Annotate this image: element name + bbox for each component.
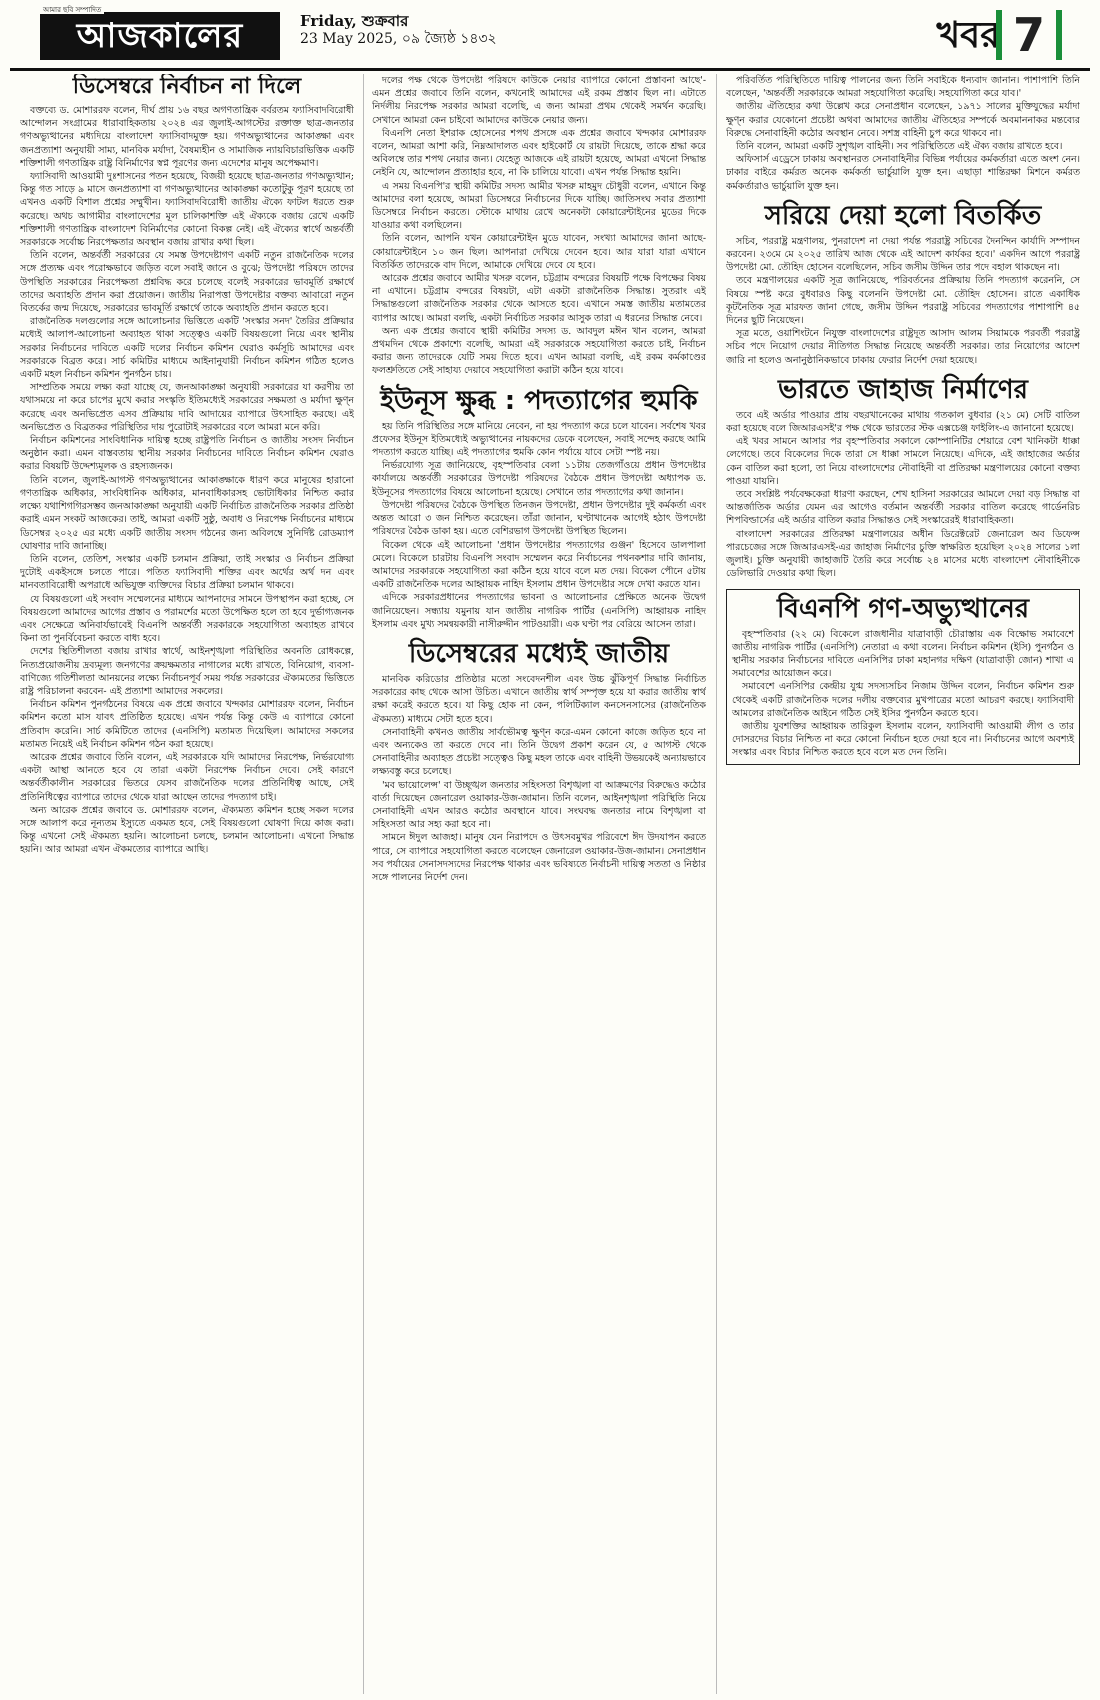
paragraph: 'মব ভায়োলেন্স' বা উচ্ছৃঙ্খল জনতার সহিংসতা বিশৃঙ্খলা বা আক্রমণের বিরুদ্ধেও কঠোর বার্তা দিয়েছেন জেনারেল ওয়াকার-উজ-জামান। তিনি বলেন, আইনশৃঙ্খলা পরিস্থিতি নিয়ে সেনাবাহিনী এখন আরও কঠোর অবস্থানে যাবে। সংঘবদ্ধ জনতার নামে বিশৃঙ্খলা বা সহিংসতা আর সহ্য করা হবে না। (372, 779, 706, 831)
paragraph: তিনি বলেন, আপনি যখন কোয়ারেন্টাইন মুডে যাবেন, সংখ্যা আমাদের জানা আছে- কোয়ারেন্টাইনে ১০ জন ছিল। আপনারা দেখিয়ে দেবেন হবে। আর যারা যারা এখানে বিতর্কিত তাদেরকে বাদ দিলে, আমাকে দেখিয়ে দেবে যে হবে। (372, 233, 706, 271)
paragraph: তিনি বলেন, অন্তর্বর্তী সরকারের যে সমস্ত উপদেষ্টাগণ একটি নতুন রাজনৈতিক দলের সঙ্গে প্রত্যক্ষ এবং পরোক্ষভাবে জড়িত বলে সবাই জানে ও বুঝে; উপদেষ্টা পরিষদে তাদের উপস্থিতি সরকারের নিরপেক্ষতা প্রশ্নবিদ্ধ করে চলেছে বলেই সরকারের ভাবমূর্তি রক্ষার্থে তাদের অব্যাহতি প্রদান করা প্রয়োজন। জাতীয় নিরাপত্তা উপদেষ্টার বক্তব্য আবারো নতুন বিতর্কের জন্ম দিয়েছে, সরকারের ভাবমূর্তি রক্ষার্থে তাকে অব্যাহতি প্রদান করতে হবে। (20, 250, 354, 315)
page-number: 7 (996, 10, 1062, 60)
masthead (10, 6, 1090, 71)
article-headline[interactable]: ইউনূস ক্ষুব্ধ : পদত্যাগের হুমকি (380, 385, 698, 416)
column-1 (20, 74, 354, 1694)
paragraph: হয় তিনি পরিস্থিতির সঙ্গে মানিয়ে নেবেন, না হয় পদত্যাগ করে চলে যাবেন। সর্বশেষ খবর প্রফেসর ইউনূস ইতিমধ্যেই অভ্যুত্থানের নায়কদের ডেকে বলেছেন, সবাই সন্দেহ করছে আমি পদত্যাগ করতে যাচ্ছি। এই পদত্যাগের হুমকি কোন পর্যায়ে যাবে সেটা স্পষ্ট নয়। (372, 420, 706, 459)
paragraph: দেশের স্থিতিশীলতা বজায় রাখার স্বার্থে, আইনশৃঙ্খলা পরিস্থিতির অবনতি রোধকল্পে, নিত্যপ্রয়োজনীয় দ্রব্যমূল্য জনগণের ক্রয়ক্ষমতার নাগালের মধ্যে রাখতে, বিনিয়োগ, ব্যবসা-বাণিজ্যে গতিশীলতা আনয়নের লক্ষ্যে নির্বাচনপূর্ব সময় পর্যন্ত সরকারের ঐক্যমতের ভিত্তিতে রাষ্ট্র পরিচালনা করবেন- এই প্রত্যাশা আমাদের সকলের। (20, 646, 354, 697)
paragraph: দলের পক্ষ থেকে উপদেষ্টা পরিষদে কাউকে নেয়ার ব্যাপারে কোনো প্রস্তাবনা আছে'- এমন প্রশ্নের জবাবে তিনি বলেন, কখনোই আমাদের এই রকম প্রস্তাব ছিল না। এটাতে নির্দলীয় নিরপেক্ষ সরকার আমরা বলেছি, এ জন্য আমরা প্রথম থেকেই সমর্থন করেছি। সেখানে আমরা কেন চাইবো আমাদের কাউকে নেয়ার জন্য। (372, 75, 706, 126)
paragraph: বক্তব্যে ড. মোশাররফ বলেন, দীর্ঘ প্রায় ১৬ বছর অগণতান্ত্রিক বর্বরতম ফ্যাসিবাদবিরোধী আন্দোলন সংগ্রামের ধারাবাহিকতায় ২০২৪ এর জুলাই-আগস্টের রক্তাক্ত ছাত্র-জনতার গণঅভ্যুত্থানের মধ্যদিয়ে বাংলাদেশ ফ্যাসিবাদমুক্ত হয়। গণঅভ্যুত্থানের আকাঙ্ক্ষা এবং জনপ্রত্যাশা অনুযায়ী সাম্য, মানবিক মর্যাদা, বৈষম্যহীন ও সামাজিক ন্যায়বিচারভিত্তিক একটি শক্তিশালী গণতান্ত্রিক রাষ্ট্র বিনির্মাণের স্বপ্ন পূরণের জন্য এদেশের মানুষ অপেক্ষমাণ। (20, 105, 354, 169)
paragraph: তিনি বলেন, আমরা একটি সুশৃঙ্খল বাহিনী। সব পরিস্থিতিতে এই ঐক্য বজায় রাখতে হবে। (736, 141, 1063, 153)
paragraph: সামনে ঈদুল আজহা। মানুষ যেন নিরাপদে ও উৎসবমুখর পরিবেশে ঈদ উদযাপন করতে পারে, সে ব্যাপারে সহযোগিতা করতে বলেছেন জেনারেল ওয়াকার-উজ-জামান। সেনাপ্রধান সব পর্যায়ের সেনাসদস্যদের নিরপেক্ষ থাকার এবং ভবিষ্যতে নির্বাচনী দায়িত্ব সততা ও নিষ্ঠার সঙ্গে পালনের নির্দেশ দেন। (372, 832, 706, 883)
article-headline[interactable]: ডিসেম্বরের মধ্যেই জাতীয় (408, 638, 670, 669)
article-national-december (372, 639, 706, 884)
paragraph: বিকেল থেকে এই আলোচনা 'প্রধান উপদেষ্টার পদত্যাগের গুঞ্জন' হিসেবে ডালপালা মেলে। বিকেলে চারটায় বিএনপি সংবাদ সম্মেলন করে নির্বাচনের পথনকশার দাবি জানায়, আমাদের সরকারকে সহযোগিতা করা কঠিন হয়ে যাবে বলে মত দেয়। বিকেল পৌনে ৫টায় একটি রাজনৈতিক দলের আহ্বায়ক নাহিদ ইসলাম প্রধান উপদেষ্টার সঙ্গে দেখা করতে যান। (372, 539, 706, 591)
paragraph: জাতীয় ঐতিহ্যের কথা উল্লেখ করে সেনাপ্রধান বলেছেন, ১৯৭১ সালের মুক্তিযুদ্ধের মর্যাদা ক্ষুণ্ন করার যেকোনো প্রচেষ্টা অথবা আমাদের জাতীয় ঐতিহ্যের সম্পর্কে অবমাননাকর মন্তব্যের বিরুদ্ধে সেনাবাহিনী কঠোর অবস্থান নেবে। সশস্ত্র বাহিনী চুপ করে থাকবে না। (726, 101, 1080, 139)
issue-date (300, 12, 497, 48)
paragraph: অফিসার্স এড্রেসে ঢাকায় অবস্থানরত সেনাবাহিনীর বিভিন্ন পর্যায়ের কর্মকর্তারা এতে অংশ নেন। ঢাকার বাইরে কর্মরত অনেক কর্মকর্তা ভার্চুয়ালি যুক্ত হন। এছাড়া শান্তিরক্ষা মিশনে কর্মরত কর্মকর্তারাও ভার্চুয়ালি যুক্ত হন। (726, 154, 1080, 192)
logo-tagline: আমার ছবি সম্পাদিত (40, 6, 104, 14)
paragraph: তবে এই অর্ডার পাওয়ার প্রায় বছরখানেকের মাথায় গতকাল বুধবার (২১ মে) সেটি বাতিল করা হয়েছে বলে জিআরএসই'র পক্ষ থেকে ভারতের স্টক এক্সচেঞ্জ ফাইলিং-এ জানানো হয়েছে। (726, 409, 1080, 435)
paragraph: তিনি বলেন, তেতিশ, সংস্কার একটি চলমান প্রক্রিয়া, তাই সংস্কার ও নির্বাচন প্রক্রিয়া দুটোই একইসঙ্গে চলতে পারে। পতিত ফ্যাসিবাদী শক্তির এবং অর্থের অর্থ দন এবং মানবতাবিরোধী অপরাধে অভিযুক্ত ব্যক্তিদের বিচার প্রক্রিয়া চলমান থাকবে। (20, 553, 354, 592)
paragraph: নির্বাচন কমিশনের সাংবিধানিক দায়িত্ব হচ্ছে রাষ্ট্রপতি নির্বাচন ও জাতীয় সংসদ নির্বাচন অনুষ্ঠান করা। এমন বাস্তবতায় স্থানীয় সরকার নির্বাচনের দাবিতে নির্বাচন কমিশন ঘেরাও করার বিষয়টি উদ্দেশ্যমূলক ও রহস্যজনক। (20, 435, 354, 473)
column-3 (726, 74, 1080, 1694)
paragraph: যে বিষয়গুলো এই সংবাদ সম্মেলনের মাধ্যমে আপনাদের সামনে উপস্থাপন করা হচ্ছে, সে বিষয়গুলো আমাদের আগের প্রস্তাব ও পরামর্শের মতো উপেক্ষিত হলে তা হবে দুর্ভাগ্যজনক এবং সেক্ষেত্রে অনিবার্যভাবেই বিএনপি অন্তর্বর্তী সরকারকে সহযোগিতা অব্যাহত রাখবে কিনা তা পুনর্বিবেচনা করতে বাধ্য হবে। (20, 593, 354, 645)
article-headline[interactable]: ডিসেম্বরে নির্বাচন না দিলে (72, 74, 302, 99)
paragraph: আরেক প্রশ্নের জবাবে তিনি বলেন, এই সরকারকে যদি আমাদের নিরপেক্ষ, নির্ভরযোগ্য একটা আস্থা আনতে হবে যে তারা একটা নিরপেক্ষ নির্বাচন দেবে। সেই কারণে অন্তর্বর্তীকালীন সরকারের ভিতরে যেসব রাজনৈতিক দলের প্রতিনিধিত্ব আছে, সেই প্রতিনিধিত্বের ব্যাপারে তাদের থেকে যারা আছেন তাদের পদত্যাগ চাই। (20, 751, 354, 803)
article-foreign-secretary (726, 201, 1080, 367)
paragraph: পরিবর্তিত পরিস্থিতিতে দায়িত্ব পালনের জন্য তিনি সবাইকে ধন্যবাদ জানান। পাশাপাশি তিনি বলেছেন, 'অন্তর্বর্তী সরকারকে আমরা সহযোগিতা করেছি। সহযোগিতা করে যাব।' (726, 75, 1080, 100)
paragraph: নির্ভরযোগ্য সূত্র জানিয়েছে, বৃহস্পতিবার বেলা ১১টায় তেজগাঁওয়ে প্রধান উপদেষ্টার কার্যালয়ে অন্তর্বর্তী সরকারের উপদেষ্টা পরিষদের বৈঠকে প্রধান উপদেষ্টা অধ্যাপক ড. ইউনূসের পদত্যাগের বিষয়ে আলোচনা হয়েছে। সেখানে তার পদত্যাগের কথা জানান। (372, 460, 706, 498)
paragraph: এ সময় বিএনপি'র স্থায়ী কমিটির সদস্য আমীর খসরু মাহমুদ চৌধুরী বলেন, এখানে কিন্তু আমাদের বলা হয়েছে, আমরা ডিসেম্বরে নির্বাচনের দিকে যাচ্ছি। জাতিসংঘ সবার প্রত্যাশা ডিসেম্বরে নির্বাচন করতে। স্টোকে মাথায় রেখে অনেকটা কোয়ারেন্টাইনের মুডের দিকে যাওয়ার কথা বলছিলেন। (372, 180, 706, 232)
paragraph: ফ্যাসিবাদী আওয়ামী দুঃশাসনের পতন হয়েছে, বিজয়ী হয়েছে ছাত্র-জনতার গণঅভ্যুত্থান; কিন্তু গত সাড়ে ৯ মাসে জনপ্রত্যাশা বা গণঅভ্যুত্থানের আকাঙ্ক্ষা কতোটুকু পূরণ হয়েছে তা এখনও একটি বিশাল প্রশ্নের সম্মুখীন। ফ্যাসিবাদবিরোধী জাতীয় ঐক্যে ফাটল ধরতে শুরু করেছে। অথচ আগামীর বাংলাদেশের মূল চালিকাশক্তি এই ঐক্যকে বজায় রেখে একটি শক্তিশালী গণতান্ত্রিক বাংলাদেশ বিনির্মাণের কোনো বিকল্প নেই। এই ঐক্যের স্বার্থে অন্তর্বর্তী সরকারকে সর্বোচ্চ নিরপেক্ষতার অবস্থান বজায় রাখার কথা ছিল। (20, 171, 354, 249)
column-2 (372, 74, 706, 1694)
article-headline[interactable]: সরিয়ে দেয়া হলো বিতর্কিত (764, 200, 1042, 231)
paragraph: বাংলাদেশ সরকারের প্রতিরক্ষা মন্ত্রণালয়ের অধীন ডিরেক্টরেট জেনারেল অব ডিফেন্স পারচেজের সঙ্গে জিআরএসই-এর জাহাজ নির্মাণের চুক্তি স্বাক্ষরিত হয়েছিল ২০২৪ সালের ১লা জুলাই। চুক্তি অনুযায়ী জাহাজটি তৈরি করে সর্বোচ্চ ২৪ মাসের মধ্যে বাংলাদেশ নৌবাহিনীকে ডেলিভারি দেওয়ার কথা ছিল। (726, 528, 1080, 580)
paragraph: সূত্র মতে, ওয়াশিংটনে নিযুক্ত বাংলাদেশের রাষ্ট্রদূত আসাদ আলম সিয়ামকে পরবর্তী পররাষ্ট্র সচিব পদে নিয়োগ দেয়ার নীতিগত সিদ্ধান্ত নিয়েছে অন্তর্বর্তী সরকার। তার নিয়োগের আদেশ জারি না হলেও অনানুষ্ঠানিকভাবে ঢাকায় ফেরার নির্দেশ দেয়া হয়েছে। (726, 328, 1080, 366)
article-continuation (372, 74, 706, 378)
article-headline[interactable]: বিএনপি গণ-অভ্যুত্থানের (776, 593, 1030, 624)
article-india-ship (726, 375, 1080, 581)
column-divider (363, 74, 364, 1694)
paragraph: সাম্প্রতিক সময়ে লক্ষ্য করা যাচ্ছে যে, জনআকাঙ্ক্ষা অনুযায়ী সরকারের যা করণীয় তা যথাসময়ে না করে চাপের মুখে করার সংস্কৃতি ইতিমধ্যেই সরকারের সক্ষমতা ও মর্যাদা ক্ষুণ্ন করেছে এবং অনভিপ্রেত এসব প্রক্রিয়ায় দাবি আদায়ের ব্যাপারে উৎসাহিত করছে। এই অনভিপ্রেত ও বিব্রতকর পরিস্থিতির দায় পুরোটাই সরকারের বলে আমরা মনে করি। (20, 382, 354, 433)
article-continuation (726, 74, 1080, 193)
paragraph: তবে সংশ্লিষ্ট পর্যবেক্ষকেরা ধারণা করছেন, শেখ হাসিনা সরকারের আমলে দেয়া বড় সিদ্ধান্ত বা আন্তর্জাতিক অর্ডার যেমন এর আগেও বর্তমান অন্তর্বর্তী সরকার বাতিল করেছে গার্ডেনরিচ শিপবিল্ডার্সের এই অর্ডার বাতিল করার সিদ্ধান্তও সেই সংস্কারেরই ধারাবাহিকতা। (726, 489, 1080, 527)
paragraph: এই খবর সামনে আসার পর বৃহস্পতিবার সকালে কোম্পানিটির শেয়ারে বেশ খানিকটা ধাক্কা লেগেছে। তবে বিকেলের দিকে তারা সে ধাক্কা সামলে নিয়েছে। এদিকে, এই জাহাজের অর্ডার কেন বাতিল করা হলো, তা নিয়ে বাংলাদেশের নৌবাহিনী বা প্রতিরক্ষা মন্ত্রণালয়ের কোনো বক্তব্য পাওয়া যায়নি। (726, 436, 1080, 487)
paragraph: বিএনপি নেতা ইশরাক হোসেনের শপথ প্রসঙ্গে এক প্রশ্নের জবাবে খন্দকার মোশাররফ বলেন, আমরা আশা করি, নিম্নআদালত এবং হাইকোর্ট যে রায়টা দিয়েছে, তাকে শ্রদ্ধা করে অবিলম্বে তার শপথ নেয়ার জন্য। যেহেতু আজকে এই রায়টা হয়েছে, আমরা এখনো সিদ্ধান্ত নেইনি যে, আন্দোলন প্রত্যাহার হবে, না কি চালিয়ে যাবো। এখন পর্যন্ত সিদ্ধান্ত হয়নি। (372, 127, 706, 179)
paragraph: এদিকে সরকারপ্রধানের পদত্যাগের ভাবনা ও আলোচনার প্রেক্ষিতে অনেক উদ্বেগ জানিয়েছেন। সন্ধ্যায় যমুনায় যান জাতীয় নাগরিক পার্টির (এনসিপি) আহ্বায়ক নাহিদ ইসলাম এবং মুখ্য সমন্বয়কারী নাসীরুদ্দীন পাটওয়ারী। এক ঘণ্টা পর বেরিয়ে আসেন তারা। (372, 592, 706, 630)
paragraph: আরেক প্রশ্নের জবাবে আমীর খসরু বলেন, চট্টগ্রাম বন্দরের বিষয়টি পক্ষে বিপক্ষের বিষয় না এখানে। চট্টগ্রাম বন্দরের বিষয়টা, এটা একটা রাজনৈতিক সিদ্ধান্ত। সুতরাং এই সিদ্ধান্তগুলো রাজনৈতিক সরকার থেকে আসতে হবে। এখানে সমস্ত জাতীয় মতামতের ব্যাপার আছে। আমরা বলছি, একটা নির্বাচিত সরকার আসুক তারা এ ধরনের সিদ্ধান্ত নেবে। (372, 273, 706, 324)
newspaper-logo[interactable] (40, 6, 280, 60)
article-headline[interactable]: ভারতে জাহাজ নির্মাণের (778, 374, 1028, 405)
paragraph: রাজনৈতিক দলগুলোর সঙ্গে আলোচনার ভিত্তিতে একটি 'সংস্কার সনদ' তৈরির প্রক্রিয়ার মধ্যেই আলাপ-আলোচনা অব্যাহত থাকা সত্ত্বেও একটি বিষয়গুলো নিয়ে এবং স্থানীয় সরকার নির্বাচনের দাবিতে একটি দলের নির্বাচন কমিশন ঘেরাও কর্মসূচি আমাদের এবং সরকারকে বিব্রত করে। সার্চ কমিটির মাধ্যমে আইনানুযায়ী নির্বাচন কমিশন গঠিত হলেও একটি মহল নির্বাচন কমিশন পুনর্গঠন চায়। (20, 316, 354, 381)
paragraph: নির্বাচন কমিশন পুনর্গঠনের বিষয়ে এক প্রশ্নে জবাবে খন্দকার মোশাররফ বলেন, নির্বাচন কমিশন কতো মাস যাবৎ প্রতিষ্ঠিত হয়েছে। এখন পর্যন্ত কিন্তু কেউ এ ব্যাপারে কোনো প্রতিবাদ করেনি। সার্চ কমিটিতে তাদের (এনসিপি) মতামত দিয়েছিল। আমাদের সকলের মতামত নিয়েই এই নির্বাচন কমিশন গঠন করা হয়েছে। (20, 699, 354, 750)
paragraph: সমাবেশে এনসিপির কেন্দ্রীয় যুগ্ম সদস্যসচিব নিজাম উদ্দিন বলেন, নির্বাচন কমিশন শুরু থেকেই একটি রাজনৈতিক দলের দলীয় বক্তব্যের মুখপাত্রের মতো আচরণ করছে। ফ্যাসিবাদী আমলের রাজনৈতিক আইনে গঠিত সেই ইসির পুনর্গঠন করতে হবে। (732, 681, 1074, 719)
paragraph: জাতীয় যুবশক্তির আহ্বায়ক তারিকুল ইসলাম বলেন, ফ্যাসিবাদী আওয়ামী লীগ ও তার দোসরদের বিচার নিশ্চিত না করে কোনো নির্বাচন হতে দেয়া হবে না। নির্বাচনের আগে অবশ্যই সংস্কার এবং বিচার নিশ্চিত করতে হবে বলে মত দেন তিনি। (732, 720, 1074, 759)
paragraph: বৃহস্পতিবার (২২ মে) বিকেলে রাজধানীর যাত্রাবাড়ী চৌরাস্তায় এক বিক্ষোভ সমাবেশে জাতীয় নাগরিক পার্টির (এনসিপি) নেতারা এ কথা বলেন। নির্বাচন কমিশন (ইসি) পুনর্গঠন ও স্থানীয় সরকার নির্বাচনের দাবিতে এনসিপির ঢাকা মহানগর দক্ষিণ (যাত্রাবাড়ী জোন) শাখা এ সমাবেশের আয়োজন করে। (732, 628, 1074, 680)
paragraph: অন্য এক প্রশ্নের জবাবে স্থায়ী কমিটির সদস্য ড. আবদুল মঈন খান বলেন, আমরা প্রথমদিন থেকে প্রকাশ্যে বলেছি, আমরা এই সরকারকে সহযোগিতা করতে চাই, নির্বাচন করার জন্য তাদেরকে যেটি সময় দিতে হবে। এখন আমরা বলছি, এই রকম কর্মকাণ্ডের ফলশ্রুতিতে সেই সাহায্য দেয়াবে সহযোগিতা করাটা কঠিন হয়ে যাবে। (372, 325, 706, 377)
article-bnp-uprising (726, 589, 1080, 765)
paragraph: মানবিক করিডোর প্রতিষ্ঠার মতো সংবেদনশীল এবং উচ্চ ঝুঁকিপূর্ণ সিদ্ধান্ত নির্বাচিত সরকারের কাছ থেকে আসা উচিত। এখানে জাতীয় স্বার্থ সম্পৃক্ত হয়ে যা করার জাতীয় স্বার্থ রক্ষা করেই করতে হবে। যা কিছু হোক না কেন, পলিটিক্যাল কনসেনসাসের (রাজনৈতিক ঐকমত্য) মাধ্যমে সেটা হতে হবে। (372, 673, 706, 725)
paragraph: অন্য আরেক প্রশ্নের জবাবে ড. মোশাররফ বলেন, ঐক্যমত্য কমিশন হচ্ছে সকল দলের সঙ্গে আলাপ করে নূন্যতম ইস্যুতে একমত হবে, সেই বিষয়গুলো ঘোষণা দিয়ে কাজ করা। কিন্তু এখনো সেই ঐকমত্য হয়নি। আলোচনা চলছে, চলমান আলোচনা। এখনো সিদ্ধান্ত হয়নি। আর আমরা এখন ঐকমত্যের ব্যাপারে আছি। (20, 804, 354, 856)
column-divider (716, 74, 717, 1694)
paragraph: তিনি বলেন, জুলাই-আগস্ট গণঅভ্যুত্থানের আকাঙ্ক্ষাকে ধারণ করে মানুষের হারানো গণতান্ত্রিক অধিকার, সাংবিধানিক অধিকার, মানবাধিকারসহ ভোটাধিকার নিশ্চিত করার লক্ষ্যে যথাশিগগিরসম্ভব জনআকাঙ্ক্ষা অনুযায়ী একটি নির্বাচিত রাজনৈতিক সরকার প্রতিষ্ঠা করাই এমন সংকট আজকের। তাই, আমরা একটি সুষ্ঠু, অবাধ ও নিরপেক্ষ নির্বাচনের মাধ্যমে ডিসেম্বর ২০২৫ এর মধ্যে একটি জাতীয় সংসদ গঠনের জন্য অবিলম্বে সুনির্দিষ্ট রোডম্যাপ ঘোষণার দাবি জানাচ্ছি। (20, 474, 354, 552)
paragraph: সেনাবাহিনী কখনও জাতীয় সার্বভৌমত্ব ক্ষুণ্ন করে-এমন কোনো কাজে জড়িত হবে না এবং অন্যকেও তা করতে দেবে না। তিনি উদ্বেগ প্রকাশ করেন যে, ৫ আগস্ট থেকে সেনাবাহিনীর অব্যাহত প্রচেষ্টা সত্ত্বেও কিছু মহল তাকে এবং বাহিনী উভয়কেই অন্যায়ভাবে লক্ষ্যবস্তু করে চলেছে। (372, 726, 706, 778)
paragraph: উপদেষ্টা পরিষদের বৈঠকে উপস্থিত তিনজন উপদেষ্টা, প্রধান উপদেষ্টার দুই কর্মকর্তা এবং অন্তত আরো ৩ জন নিশ্চিত করেছেন। তাঁরা জানান, ঘণ্টাখানেক আগেই হঠাৎ উপদেষ্টা পরিষদের বৈঠক ডাকা হয়। এতে বেশিরভাগ উপদেষ্টা উপস্থিত ছিলেন। (372, 499, 706, 538)
section-title: খবর (936, 15, 1000, 56)
logo-text: আজকালের (76, 16, 244, 56)
issue-day: Friday, শুক্রবার (300, 12, 409, 30)
article-body (20, 104, 354, 857)
article-yunus-resignation (372, 386, 706, 631)
paragraph: সচিব, পররাষ্ট্র মন্ত্রণালয়, পুনরাদেশ না দেয়া পর্যন্ত পররাষ্ট্র সচিবের দৈনন্দিন কার্যাদি সম্পাদন করবেন। ২৩মে মে ২০২৫ তারিখ আজ থেকে এই আদেশ কার্যকর হবে।' একদিন আগে পররাষ্ট্র উপদেষ্টা মো. তৌহিদ হোসেন বলেছিলেন, সচিব জসীম উদ্দিন তার পদে বহাল থাকছেন না। (726, 235, 1080, 274)
issue-full-date: 23 May 2025, ০৯ জ্যৈষ্ঠ ১৪৩২ (300, 31, 497, 47)
article-election-december (20, 74, 354, 857)
columns (20, 74, 1080, 1694)
paragraph: তবে মন্ত্রণালয়ের একটি সূত্র জানিয়েছে, পরিবর্তনের প্রক্রিয়ায় তিনি পদত্যাগ করেননি, সে বিষয়ে স্পষ্ট করে বুধবারও কিছু বলেননি উপদেষ্টা মো. তৌহিদ হোসেন। রাতে একাধিক কূটনৈতিক সূত্র মারফত জানা গেছে, জসীম উদ্দিন পররাষ্ট্র সচিবের পদত্যাগের পাশাপাশি ৪৫ দিনের ছুটি নিয়েছেন। (726, 275, 1080, 327)
